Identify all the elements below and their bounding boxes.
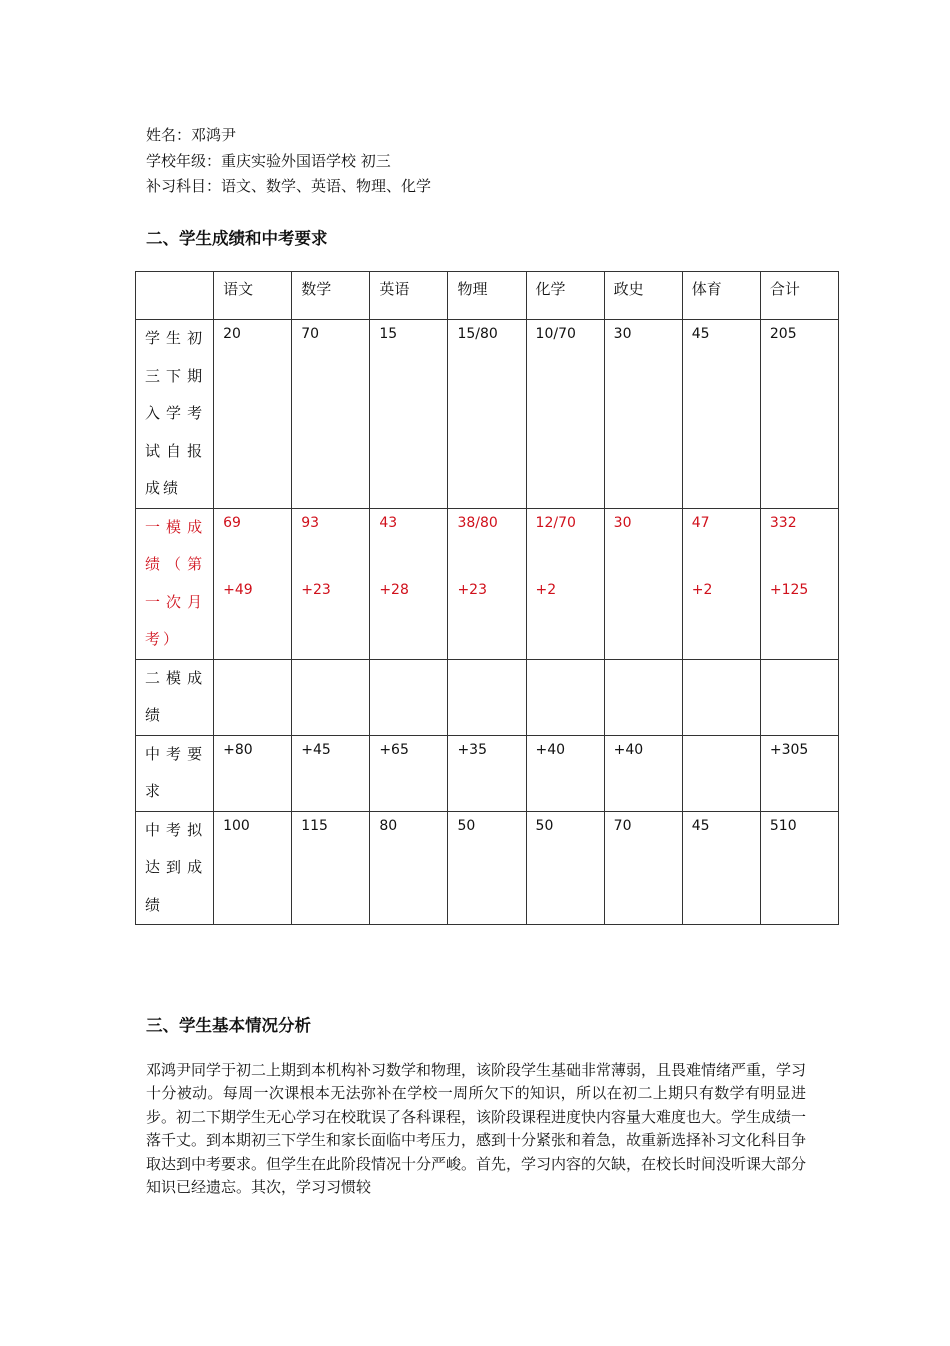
cell-value: 70 (301, 326, 320, 342)
student-name: 姓名：邓鸿尹 (146, 126, 237, 144)
row-label: 中考拟达到成绩 (136, 811, 214, 925)
table-cell (604, 735, 682, 811)
table-cell (682, 811, 760, 925)
table-cell (604, 811, 682, 925)
cell-value: 30 (613, 326, 632, 342)
cell-value: +65 (379, 741, 409, 758)
table-cell (604, 320, 682, 509)
cell-value: 69 (223, 514, 241, 531)
cell-delta: +125 (769, 581, 809, 598)
cell-value: +35 (457, 741, 487, 758)
table-cell (682, 320, 760, 509)
cell-value: 50 (457, 817, 476, 834)
cell-delta: +49 (223, 581, 253, 598)
section-heading-analysis: 三、学生基本情况分析 (146, 1016, 311, 1035)
row-label: 一模成绩（第一次月考） (136, 508, 214, 659)
table-cell (526, 320, 604, 509)
cell-delta: +23 (457, 581, 487, 598)
table-cell (604, 508, 682, 659)
cell-value: 70 (613, 817, 632, 834)
table-cell (214, 735, 292, 811)
student-subjects: 补习科目：语文、数学、英语、物理、化学 (146, 177, 432, 195)
table-row (136, 811, 839, 925)
column-header: 政史 (604, 272, 682, 320)
table-cell (526, 508, 604, 659)
cell-value: +40 (535, 741, 566, 758)
cell-value: 115 (301, 817, 328, 834)
table-row (136, 508, 839, 659)
row-label: 二模成绩 (136, 659, 214, 735)
table-cell (214, 811, 292, 925)
table-cell (604, 659, 682, 735)
column-header: 合计 (760, 272, 838, 320)
table-cell (760, 659, 838, 735)
table-cell (682, 508, 760, 659)
cell-value: 205 (769, 326, 797, 342)
cell-value: 47 (691, 514, 710, 531)
table-cell (760, 508, 838, 659)
table-cell (448, 508, 526, 659)
table-cell (760, 320, 838, 509)
row-label: 学生初三下期入学考试自报成绩 (136, 320, 214, 509)
column-header (136, 272, 214, 320)
cell-value: +40 (613, 741, 644, 758)
cell-value: 38/80 (457, 514, 498, 531)
cell-value: 45 (691, 326, 710, 342)
cell-delta: +2 (691, 581, 713, 598)
table-cell (448, 735, 526, 811)
cell-value: 30 (613, 514, 632, 531)
row-label: 中考要求 (136, 735, 214, 811)
cell-value: 10/70 (535, 326, 576, 342)
column-header: 体育 (682, 272, 760, 320)
section-heading-scores: 二、学生成绩和中考要求 (146, 229, 328, 248)
scores-table (135, 271, 839, 925)
column-header: 数学 (292, 272, 370, 320)
cell-value: +305 (769, 741, 809, 758)
table-cell (292, 508, 370, 659)
column-header: 物理 (448, 272, 526, 320)
cell-value: 15 (379, 326, 398, 342)
table-cell (526, 811, 604, 925)
table-row (136, 659, 839, 735)
cell-delta: +23 (301, 581, 331, 598)
table-cell (526, 659, 604, 735)
cell-value: 93 (301, 514, 320, 531)
table-cell (370, 811, 448, 925)
table-header-row (136, 272, 839, 320)
table-cell (682, 735, 760, 811)
cell-value: 50 (535, 817, 554, 834)
cell-value: 45 (691, 817, 710, 834)
cell-value: 43 (379, 514, 398, 531)
column-header: 语文 (214, 272, 292, 320)
column-header: 英语 (370, 272, 448, 320)
table-row (136, 735, 839, 811)
table-cell (448, 811, 526, 925)
student-info (146, 123, 431, 200)
cell-value: +80 (223, 741, 253, 758)
table-cell (214, 320, 292, 509)
cell-value: 15/80 (457, 326, 498, 342)
table-cell (760, 811, 838, 925)
table-cell (370, 320, 448, 509)
table-cell (370, 508, 448, 659)
cell-value: +45 (301, 741, 331, 758)
table-cell (448, 659, 526, 735)
cell-value: 12/70 (535, 514, 576, 531)
table-cell (760, 735, 838, 811)
table-cell (292, 320, 370, 509)
table-cell (682, 659, 760, 735)
cell-value: 100 (223, 817, 250, 834)
cell-value: 332 (769, 514, 797, 531)
table-cell (526, 735, 604, 811)
cell-delta: +2 (535, 581, 557, 598)
table-cell (448, 320, 526, 509)
student-school: 学校年级：重庆实验外国语学校 初三 (146, 151, 391, 170)
cell-value: 510 (769, 817, 797, 834)
table-cell (292, 659, 370, 735)
table-cell (214, 659, 292, 735)
table-cell (370, 735, 448, 811)
cell-value: 20 (223, 326, 241, 342)
table-cell (292, 735, 370, 811)
cell-delta: +28 (379, 581, 409, 598)
column-header: 化学 (526, 272, 604, 320)
table-cell (292, 811, 370, 925)
table-cell (214, 508, 292, 659)
table-cell (370, 659, 448, 735)
table-row (136, 320, 839, 509)
analysis-paragraph: 邓鸿尹同学于初二上期到本机构补习数学和物理，该阶段学生基础非常薄弱，且畏难情绪严重，学习十分被动。每周一次课根本无法弥补在学校一周所欠下的知识，所以在初二上期只有数学有明显进步。初二下期学生无心学习在校耽误了各科课程，该阶段课程进度快内容量大难度也大。学生成绩一落千丈。到本期初三下学生和家长面临中考压力，感到十分紧张和着急，故重新选择补习文化科目争取达到中考要求。但学生在此阶段情况十分严峻。首先，学习内容的欠缺，在校长时间没听课大部分知识已经遗忘。其次，学习习惯较 (146, 1061, 807, 1197)
cell-value: 80 (379, 817, 398, 834)
